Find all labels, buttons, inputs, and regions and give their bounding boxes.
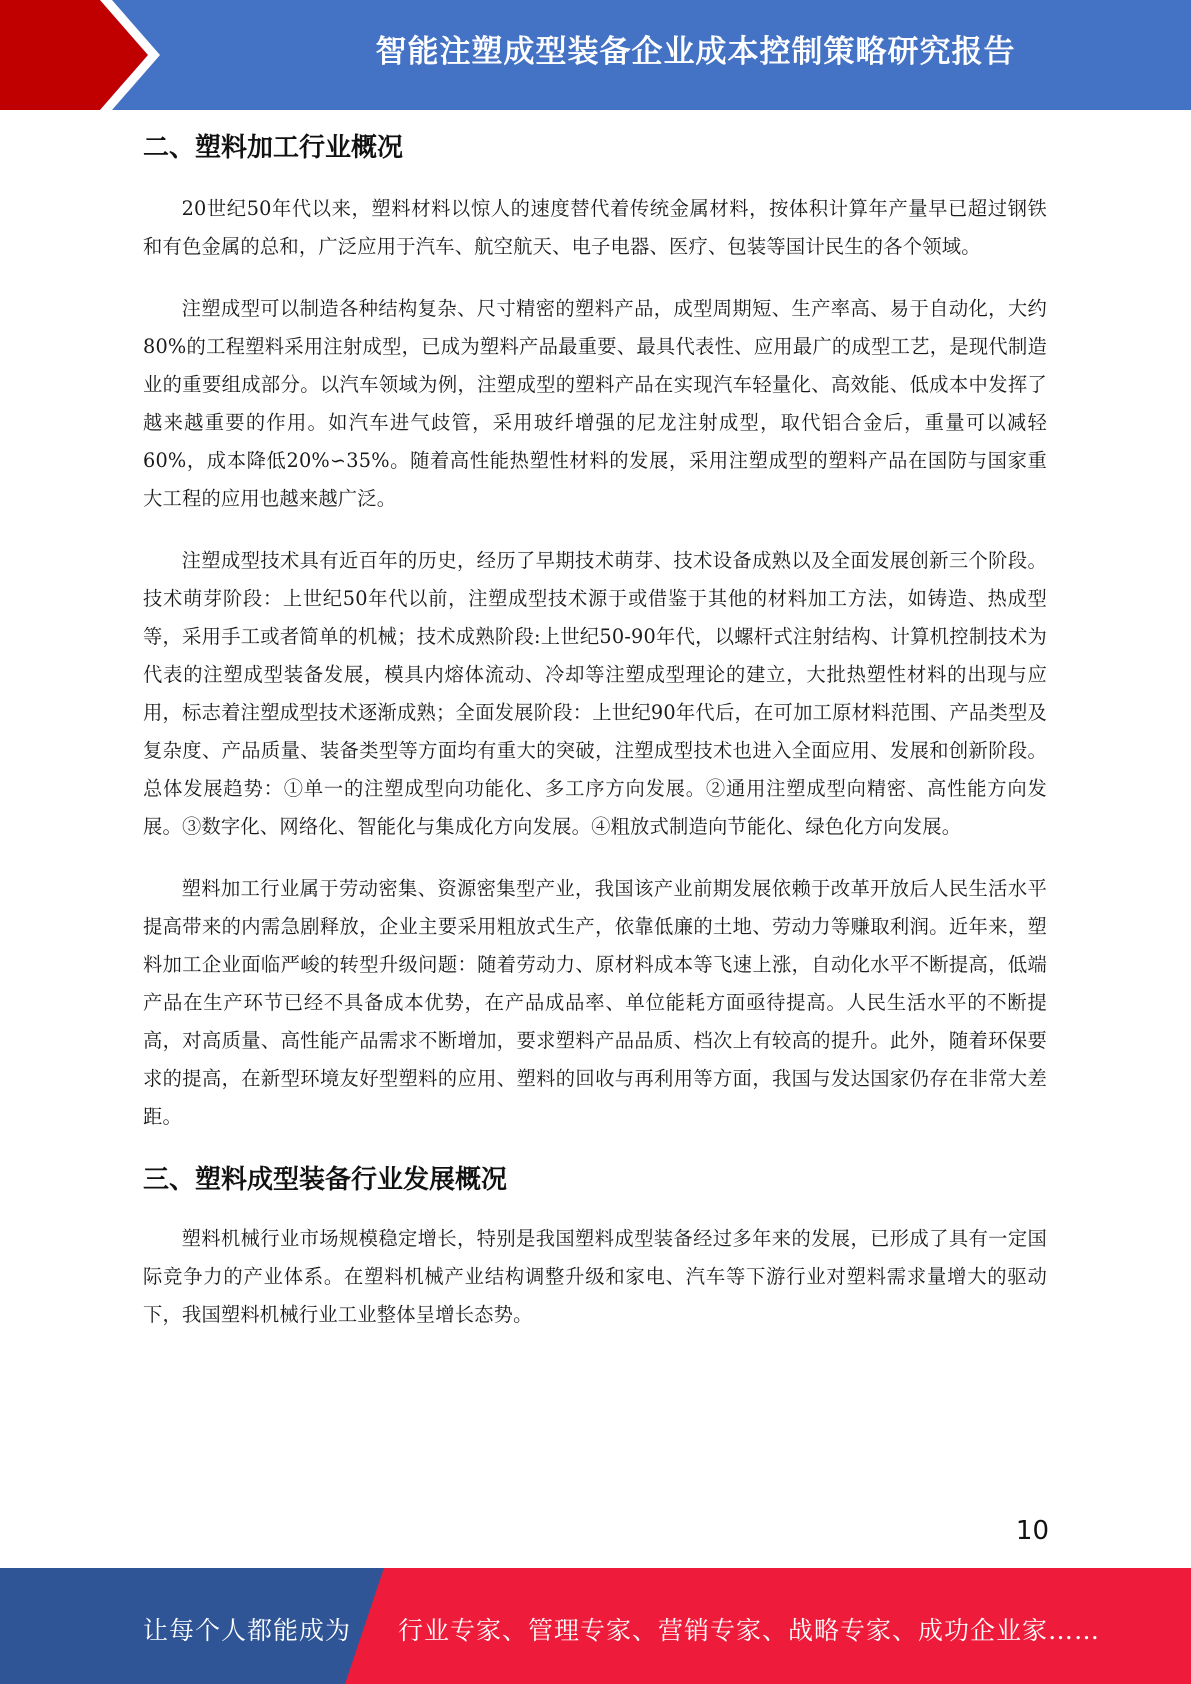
section-heading: 三、塑料成型装备行业发展概况 [143,1165,508,1195]
paragraph: 注塑成型技术具有近百年的历史，经历了早期技术萌芽、技术设备成熟以及全面发展创新三个阶段。技术萌芽阶段：上世纪50年代以前，注塑成型技术源于或借鉴于其他的材料加工方法，如铸造、热成型等，采用手工或者简单的机械；技术成熟阶段:上世纪50-90年代，以螺杆式注射结构、计算机控制技术为代表的注塑成型装备发展，模具内熔体流动、冷却等注塑成型理论的建立，大批热塑性材料的出现与应用，标志着注塑成型技术逐渐成熟；全面发展阶段：上世纪90年代后，在可加工原材料范围、产品类型及复杂度、产品质量、装备类型等方面均有重大的突破，注塑成型技术也进入全面应用、发展和创新阶段。总体发展趋势：①单一的注塑成型向功能化、多工序方向发展。②通用注塑成型向精密、高性能方向发展。③数字化、网络化、智能化与集成化方向发展。④粗放式制造向节能化、绿色化方向发展。 [143,549,1047,838]
paragraph: 20世纪50年代以来，塑料材料以惊人的速度替代着传统金属材料，按体积计算年产量早已超过钢铁和有色金属的总和，广泛应用于汽车、航空航天、电子电器、医疗、包装等国计民生的各个领域。 [143,197,1047,258]
paragraph: 塑料加工行业属于劳动密集、资源密集型产业，我国该产业前期发展依赖于改革开放后人民生活水平提高带来的内需急剧释放，企业主要采用粗放式生产，依靠低廉的土地、劳动力等赚取利润。近年来，塑料加工企业面临严峻的转型升级问题：随着劳动力、原材料成本等飞速上涨，自动化水平不断提高，低端产品在生产环节已经不具备成本优势，在产品成品率、单位能耗方面亟待提高。人民生活水平的不断提高，对高质量、高性能产品需求不断增加，要求塑料产品品质、档次上有较高的提升。此外，随着环保要求的提高，在新型环境友好型塑料的应用、塑料的回收与再利用等方面，我国与发达国家仍存在非常大差距。 [143,877,1047,1128]
page-footer [0,1568,1191,1684]
page-number: 10 [1015,1516,1049,1546]
paragraph: 注塑成型可以制造各种结构复杂、尺寸精密的塑料产品，成型周期短、生产率高、易于自动化，大约80%的工程塑料采用注射成型，已成为塑料产品最重要、最具代表性、应用最广的成型工艺，是现代制造业的重要组成部分。以汽车领域为例，注塑成型的塑料产品在实现汽车轻量化、高效能、低成本中发挥了越来越重要的作用。如汽车进气歧管，采用玻纤增强的尼龙注射成型，取代铝合金后，重量可以减轻60%，成本降低20%∽35%。随着高性能热塑性材料的发展，采用注塑成型的塑料产品在国防与国家重大工程的应用也越来越广泛。 [143,297,1047,510]
section-heading: 二、塑料加工行业概况 [143,133,404,163]
paragraph: 塑料机械行业市场规模稳定增长，特别是我国塑料成型装备经过多年来的发展，已形成了具有一定国际竞争力的产业体系。在塑料机械产业结构调整升级和家电、汽车等下游行业对塑料需求量增大的驱动下，我国塑料机械行业工业整体呈增长态势。 [143,1227,1047,1326]
footer-slogan-right: 行业专家、管理专家、营销专家、战略专家、成功企业家…… [398,1616,1101,1645]
page-content [143,128,1047,1358]
report-title: 智能注塑成型装备企业成本控制策略研究报告 [375,34,1016,70]
page-header [0,0,1191,110]
footer-slogan-left: 让每个人都能成为 [143,1616,352,1645]
